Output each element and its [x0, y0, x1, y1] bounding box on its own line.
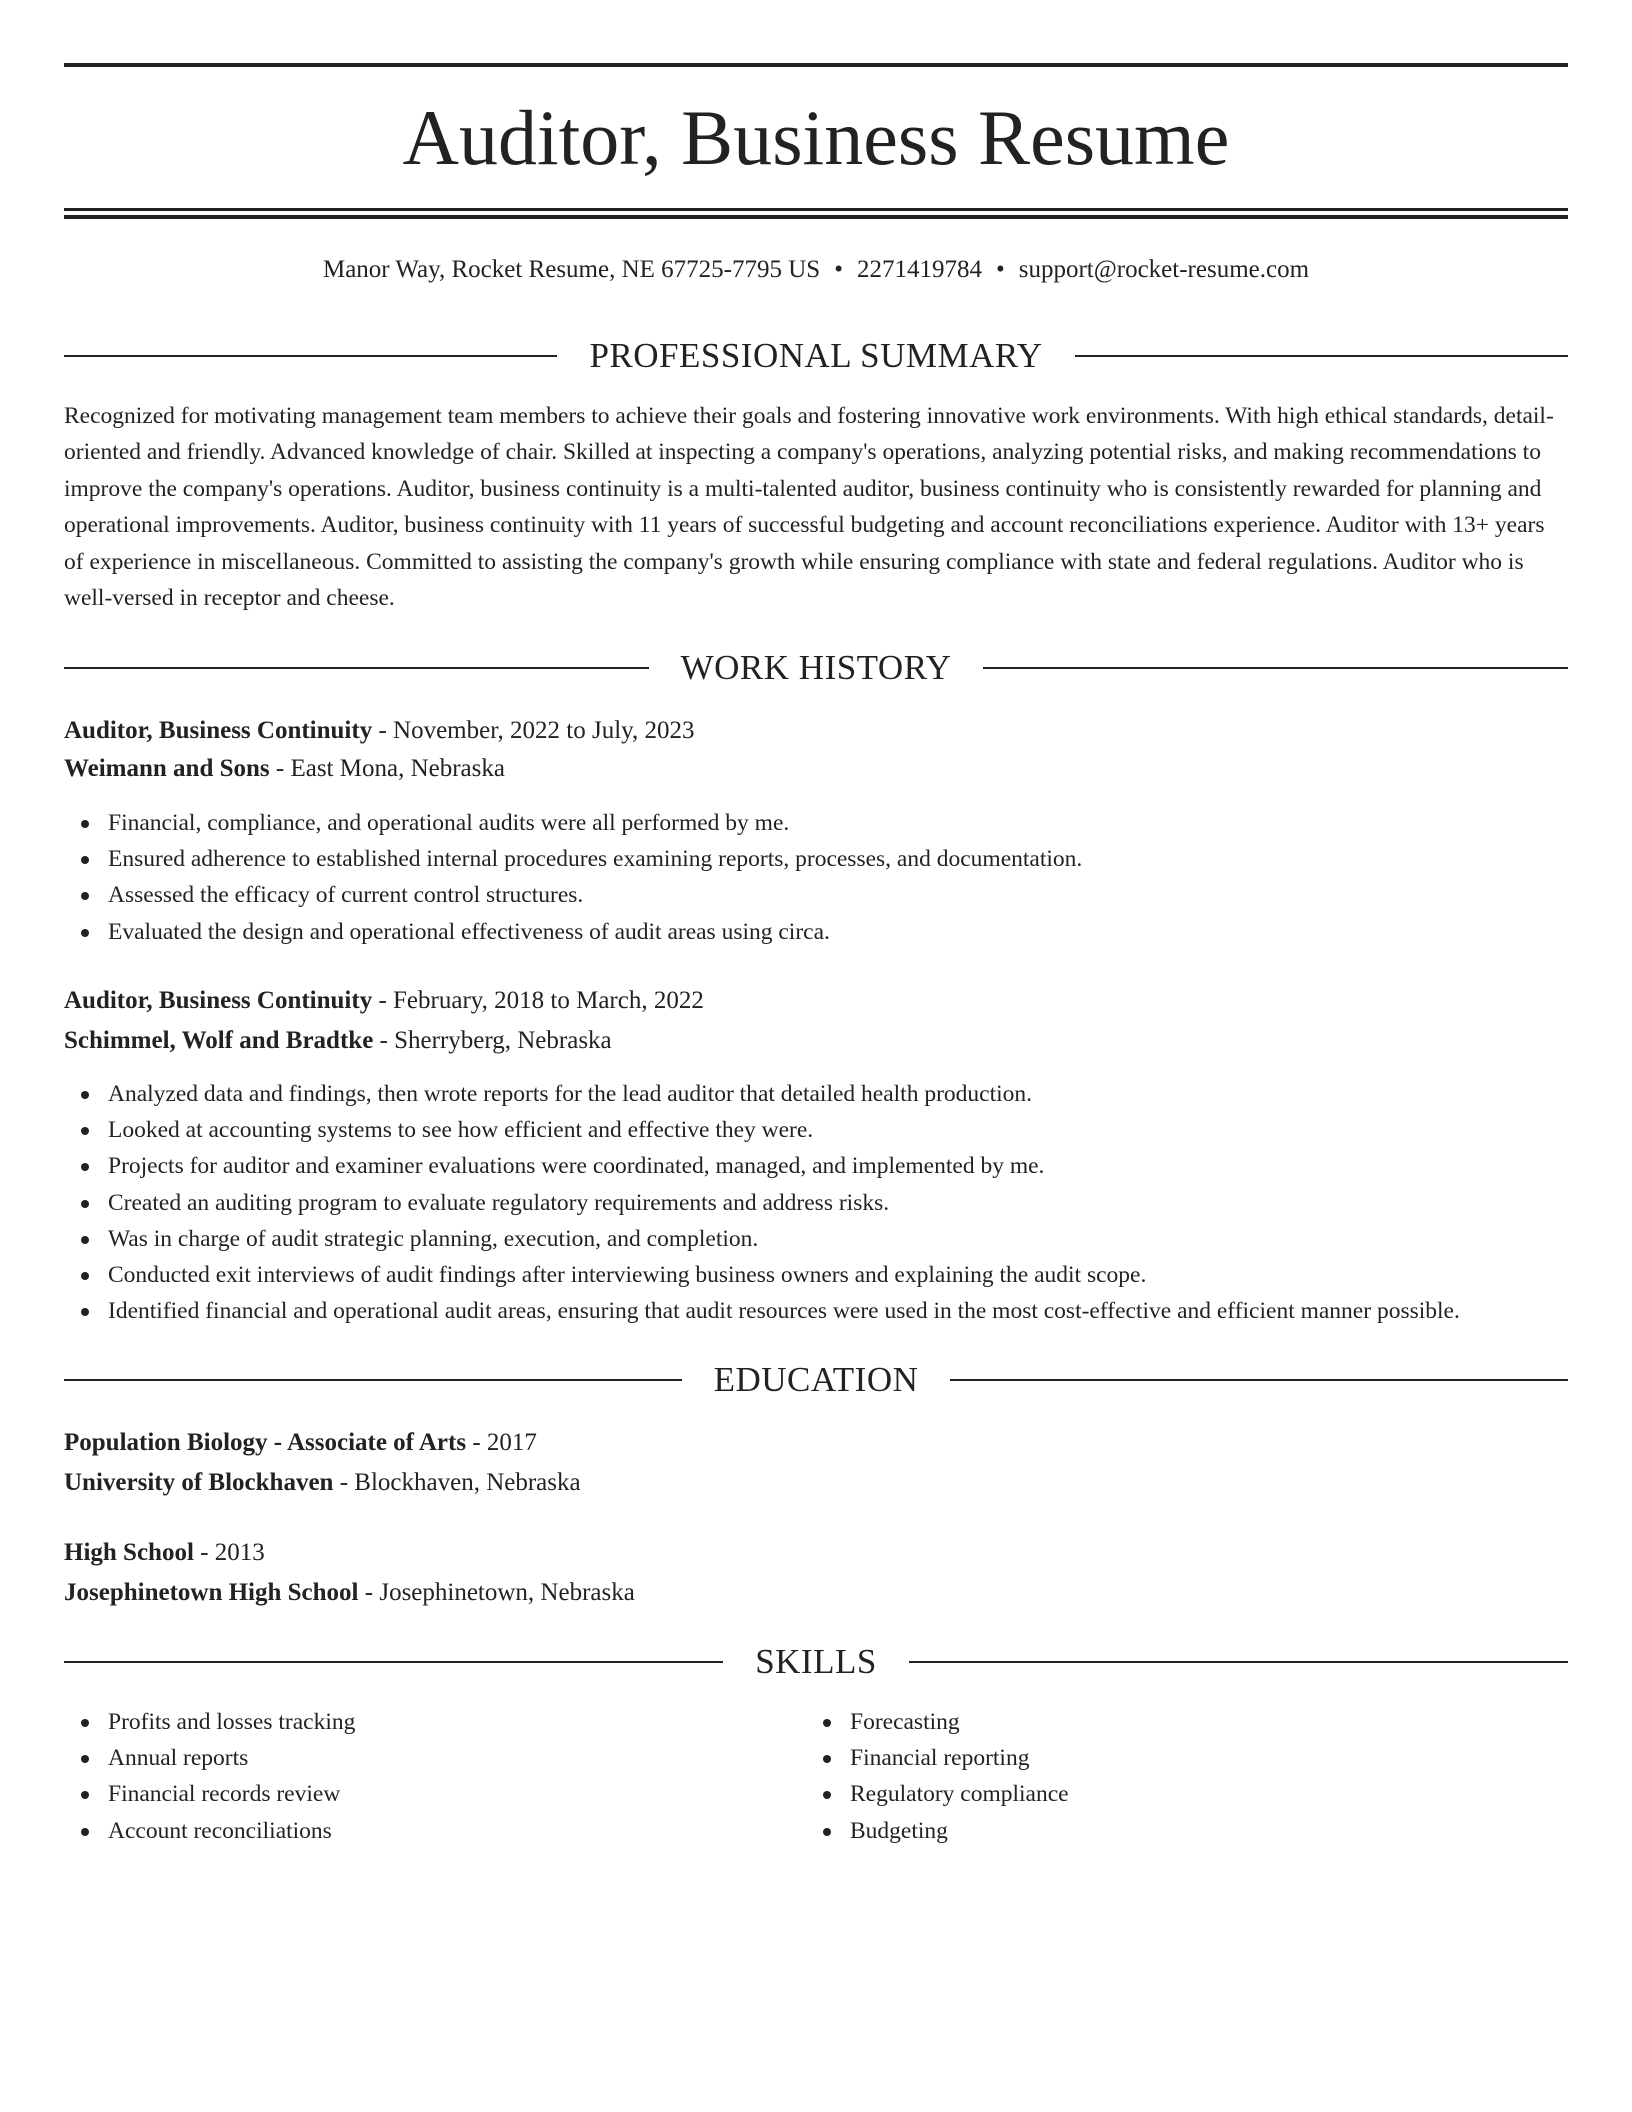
- job-bullets: [64, 805, 1082, 950]
- job-company: Weimann and Sons: [64, 755, 270, 782]
- section-title: SKILLS: [755, 1642, 877, 1681]
- skill-item: Forecasting: [806, 1704, 1069, 1740]
- list-item: Financial, compliance, and operational audits were all performed by me.: [64, 805, 1082, 841]
- section-heading-work: [64, 646, 1568, 690]
- job-dates: - February, 2018 to March, 2022: [372, 987, 704, 1014]
- section-title: WORK HISTORY: [680, 648, 952, 687]
- skill-item: Financial records review: [64, 1776, 355, 1812]
- education-location: - Josephinetown, Nebraska: [358, 1579, 635, 1606]
- education-degree: High School: [64, 1539, 194, 1566]
- contact-email: support@rocket-resume.com: [1018, 256, 1310, 283]
- heading-rule: [64, 355, 557, 357]
- heading-rule: [909, 1661, 1568, 1663]
- skills-list-right: [806, 1704, 1069, 1849]
- heading-rule: [64, 1379, 682, 1381]
- top-rule: [64, 63, 1568, 67]
- contact-phone: 2271419784: [856, 256, 982, 283]
- skill-item: Account reconciliations: [64, 1813, 355, 1849]
- double-rule: [64, 208, 1568, 219]
- education-school-line: [64, 1574, 1568, 1612]
- heading-rule: [983, 667, 1568, 669]
- education-degree-line: [64, 1534, 1568, 1572]
- list-item: Conducted exit interviews of audit findings after interviewing business owners and explaining the audit scope.: [64, 1257, 1460, 1293]
- job-company-line: [64, 1022, 1568, 1060]
- education-school: Josephinetown High School: [64, 1579, 359, 1606]
- job-location: - East Mona, Nebraska: [269, 755, 505, 782]
- resume-title: Auditor, Business Resume: [402, 94, 1230, 181]
- job-dates: - November, 2022 to July, 2023: [372, 717, 695, 744]
- contact-separator: •: [834, 256, 843, 283]
- education-location: - Blockhaven, Nebraska: [333, 1469, 581, 1496]
- list-item: Assessed the efficacy of current control structures.: [64, 877, 1082, 913]
- heading-rule: [64, 1661, 723, 1663]
- heading-rule: [64, 667, 649, 669]
- section-heading-education: [64, 1358, 1568, 1402]
- education-school-line: [64, 1464, 1568, 1502]
- list-item: Projects for auditor and examiner evaluations were coordinated, managed, and implemented by me.: [64, 1148, 1460, 1184]
- contact-address: Manor Way, Rocket Resume, NE 67725-7795 US: [322, 256, 821, 283]
- section-heading-summary: [64, 334, 1568, 378]
- heading-rule: [950, 1379, 1568, 1381]
- list-item: Was in charge of audit strategic planning, execution, and completion.: [64, 1221, 1460, 1257]
- list-item: Evaluated the design and operational effectiveness of audit areas using circa.: [64, 914, 1082, 950]
- job-company-line: [64, 750, 1568, 788]
- job-title-line: [64, 982, 1568, 1020]
- job-location: - Sherryberg, Nebraska: [373, 1027, 612, 1054]
- list-item: Looked at accounting systems to see how efficient and effective they were.: [64, 1112, 1460, 1148]
- skill-item: Regulatory compliance: [806, 1776, 1069, 1812]
- skill-item: Budgeting: [806, 1813, 1069, 1849]
- heading-rule: [1075, 355, 1568, 357]
- skill-item: Profits and losses tracking: [64, 1704, 355, 1740]
- education-degree: Population Biology - Associate of Arts: [64, 1429, 467, 1456]
- summary-text: Recognized for motivating management team members to achieve their goals and fostering innovative work environments. With high ethical standards, detail-oriented and friendly. Advanced knowledge of chair. Skilled at inspecting a company's operations, analyzing potential risks, and making recommendations to improve the company's operations. Auditor, business continuity is a multi-talented auditor, business continuity who is consistently rewarded for planning and operational improvements. Auditor, business continuity with 11 years of successful budgeting and account reconciliations experience. Auditor with 13+ years of experience in miscellaneous. Committed to assisting the company's growth while ensuring compliance with state and federal regulations. Auditor who is well-versed in receptor and cheese.: [64, 403, 1554, 612]
- education-year: - 2013: [193, 1539, 265, 1566]
- education-school: University of Blockhaven: [64, 1469, 334, 1496]
- section-title: EDUCATION: [713, 1360, 919, 1399]
- job-title: Auditor, Business Continuity: [64, 987, 373, 1014]
- list-item: Created an auditing program to evaluate regulatory requirements and address risks.: [64, 1185, 1460, 1221]
- list-item: Ensured adherence to established internal procedures examining reports, processes, and documentation.: [64, 841, 1082, 877]
- list-item: Identified financial and operational audit areas, ensuring that audit resources were used in the most cost-effective and efficient manner possible.: [64, 1293, 1460, 1329]
- contact-separator: •: [995, 256, 1005, 283]
- skills-list-left: [64, 1704, 355, 1849]
- section-title: PROFESSIONAL SUMMARY: [589, 336, 1043, 375]
- section-heading-skills: [64, 1640, 1568, 1684]
- skill-item: Annual reports: [64, 1740, 355, 1776]
- job-bullets: [64, 1076, 1460, 1329]
- education-year: - 2017: [466, 1429, 537, 1456]
- job-title: Auditor, Business Continuity: [64, 717, 373, 744]
- contact-line: [64, 252, 1568, 288]
- list-item: Analyzed data and findings, then wrote reports for the lead auditor that detailed health production.: [64, 1076, 1460, 1112]
- education-degree-line: [64, 1424, 1568, 1462]
- skill-item: Financial reporting: [806, 1740, 1069, 1776]
- job-company: Schimmel, Wolf and Bradtke: [64, 1027, 374, 1054]
- job-title-line: [64, 712, 1568, 750]
